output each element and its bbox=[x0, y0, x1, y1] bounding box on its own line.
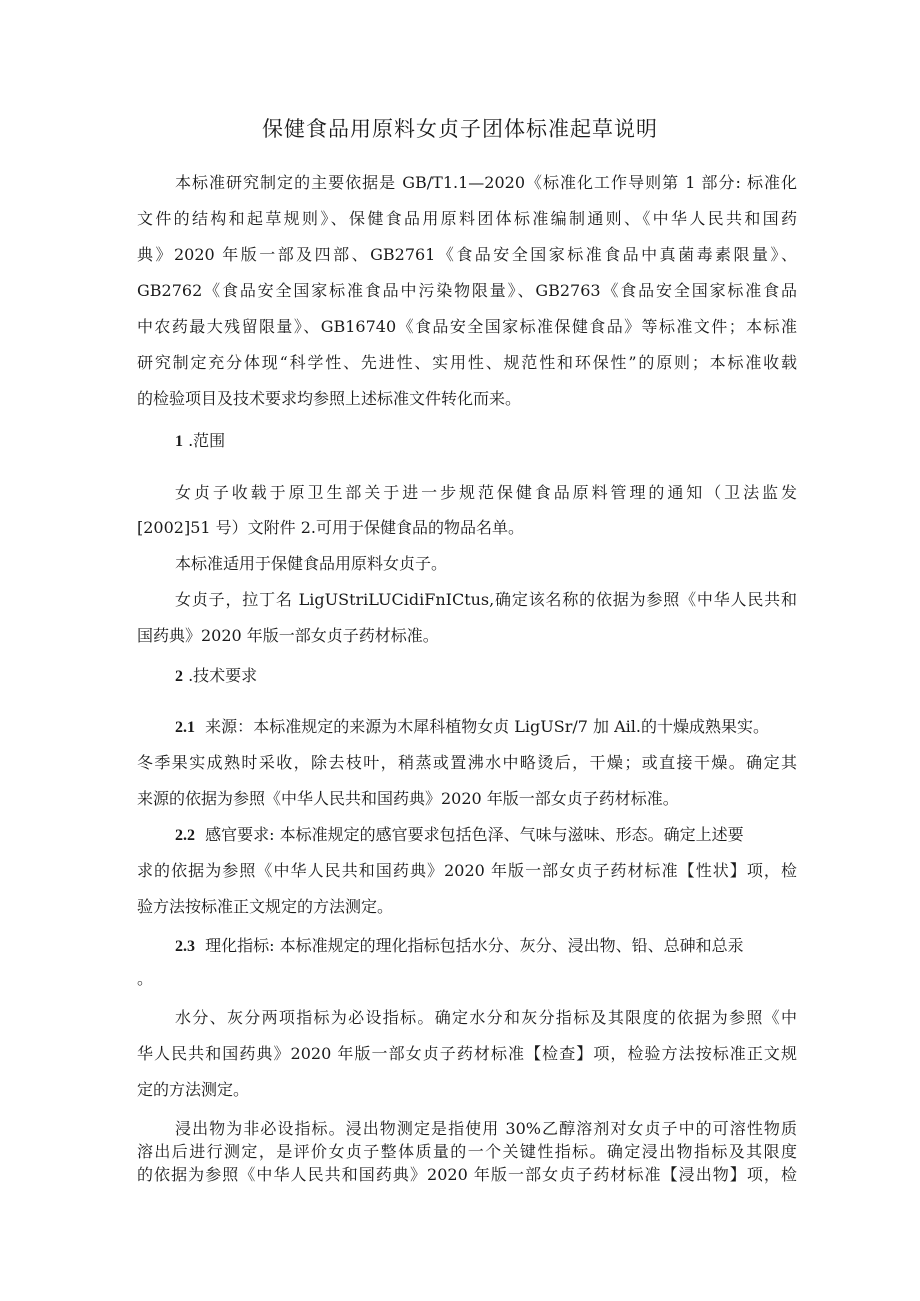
subsection-text: 本标准规定的感官要求包括色泽、气味与滋味、形态。确定上述要 bbox=[279, 825, 744, 844]
subsection-label: 感官要求: bbox=[205, 825, 275, 844]
paragraph-line: 本标准适用于保健食品用原料女贞子。 bbox=[175, 554, 448, 573]
paragraph-line: 。 bbox=[137, 969, 154, 988]
subsection-number: 2.1 bbox=[175, 719, 195, 736]
paragraph-line: 女贞子，拉丁名 LigUStriLUCidiFnICtus,确定该名称的依据为参照《中华人民共和 bbox=[175, 590, 797, 609]
intro-line: 的检验项目及技术要求均参照上述标准文件转化而来。 bbox=[137, 389, 522, 408]
section-heading-scope bbox=[175, 430, 225, 453]
paragraph-line: 浸出物为非必设指标。浸出物测定是指使用 30%乙醇溶剂对女贞子中的可溶性物质 bbox=[175, 1119, 797, 1138]
intro-line: 文件的结构和起草规则》、保健食品用原料团体标准编制通则、《中华人民共和国药 bbox=[137, 209, 797, 228]
paragraph-line: 求的依据为参照《中华人民共和国药典》2020 年版一部女贞子药材标准【性状】项，检 bbox=[137, 861, 797, 880]
intro-line: 典》2020 年版一部及四部、GB2761《食品安全国家标准食品中真菌毒素限量》、 bbox=[137, 245, 797, 264]
paragraph-line: 验方法按标准正文规定的方法测定。 bbox=[137, 897, 394, 916]
subsection-text: 本标准规定的理化指标包括水分、灰分、浸出物、铅、总砷和总汞 bbox=[279, 936, 744, 955]
paragraph-line: 溶出后进行测定，是评价女贞子整体质量的一个关键性指标。确定浸出物指标及其限度 bbox=[137, 1142, 797, 1161]
section-number: 1 bbox=[175, 433, 183, 450]
subsection-number: 2.3 bbox=[175, 938, 195, 955]
subsection-text: 本标准规定的来源为木犀科植物女贞 LigUSr/7 加 Ail.的十燥成熟果实。 bbox=[253, 717, 769, 736]
intro-line: GB2762《食品安全国家标准食品中污染物限量》、GB2763《食品安全国家标准食品 bbox=[137, 281, 797, 300]
document-title: 保健食品用原料女贞子团体标准起草说明 bbox=[262, 117, 658, 141]
paragraph-line: 的依据为参照《中华人民共和国药典》2020 年版一部女贞子药材标准【浸出物】项，检 bbox=[137, 1165, 797, 1184]
subsection-2-2-line bbox=[175, 824, 797, 847]
section-label: .范围 bbox=[183, 431, 226, 450]
subsection-number: 2.2 bbox=[175, 827, 195, 844]
section-number: 2 bbox=[175, 668, 183, 685]
paragraph-line: [2002]51 号）文附件 2.可用于保健食品的物品名单。 bbox=[137, 518, 525, 537]
subsection-2-1-line bbox=[175, 716, 797, 739]
section-label: .技术要求 bbox=[183, 666, 258, 685]
subsection-label: 理化指标: bbox=[205, 936, 275, 955]
intro-line: 本标准研究制定的主要依据是 GB/T1.1—2020《标准化工作导则第 1 部分: 标准化 bbox=[175, 173, 797, 192]
paragraph-line: 女贞子收载于原卫生部关于进一步规范保健食品原料管理的通知（卫法监发 bbox=[175, 483, 797, 502]
paragraph-line: 水分、灰分两项指标为必设指标。确定水分和灰分指标及其限度的依据为参照《中 bbox=[175, 1008, 797, 1027]
intro-line: 中农药最大残留限量》、GB16740《食品安全国家标准保健食品》等标准文件；本标准 bbox=[137, 317, 797, 336]
paragraph-line: 冬季果实成熟时采收，除去枝叶，稍蒸或置沸水中略烫后，干燥；或直接干燥。确定其 bbox=[137, 753, 797, 772]
paragraph-line: 定的方法测定。 bbox=[137, 1080, 250, 1099]
intro-line: 研究制定充分体现“科学性、先进性、实用性、规范性和环保性”的原则；本标准收载 bbox=[137, 353, 797, 372]
section-heading-technical-requirements bbox=[175, 665, 257, 688]
paragraph-line: 华人民共和国药典》2020 年版一部女贞子药材标准【检查】项，检验方法按标准正文规 bbox=[137, 1044, 797, 1063]
paragraph-line: 国药典》2020 年版一部女贞子药材标准。 bbox=[137, 626, 439, 645]
paragraph-line: 来源的依据为参照《中华人民共和国药典》2020 年版一部女贞子药材标准。 bbox=[137, 789, 679, 808]
subsection-2-3-line bbox=[175, 935, 797, 958]
subsection-label: 来源： bbox=[205, 717, 254, 736]
